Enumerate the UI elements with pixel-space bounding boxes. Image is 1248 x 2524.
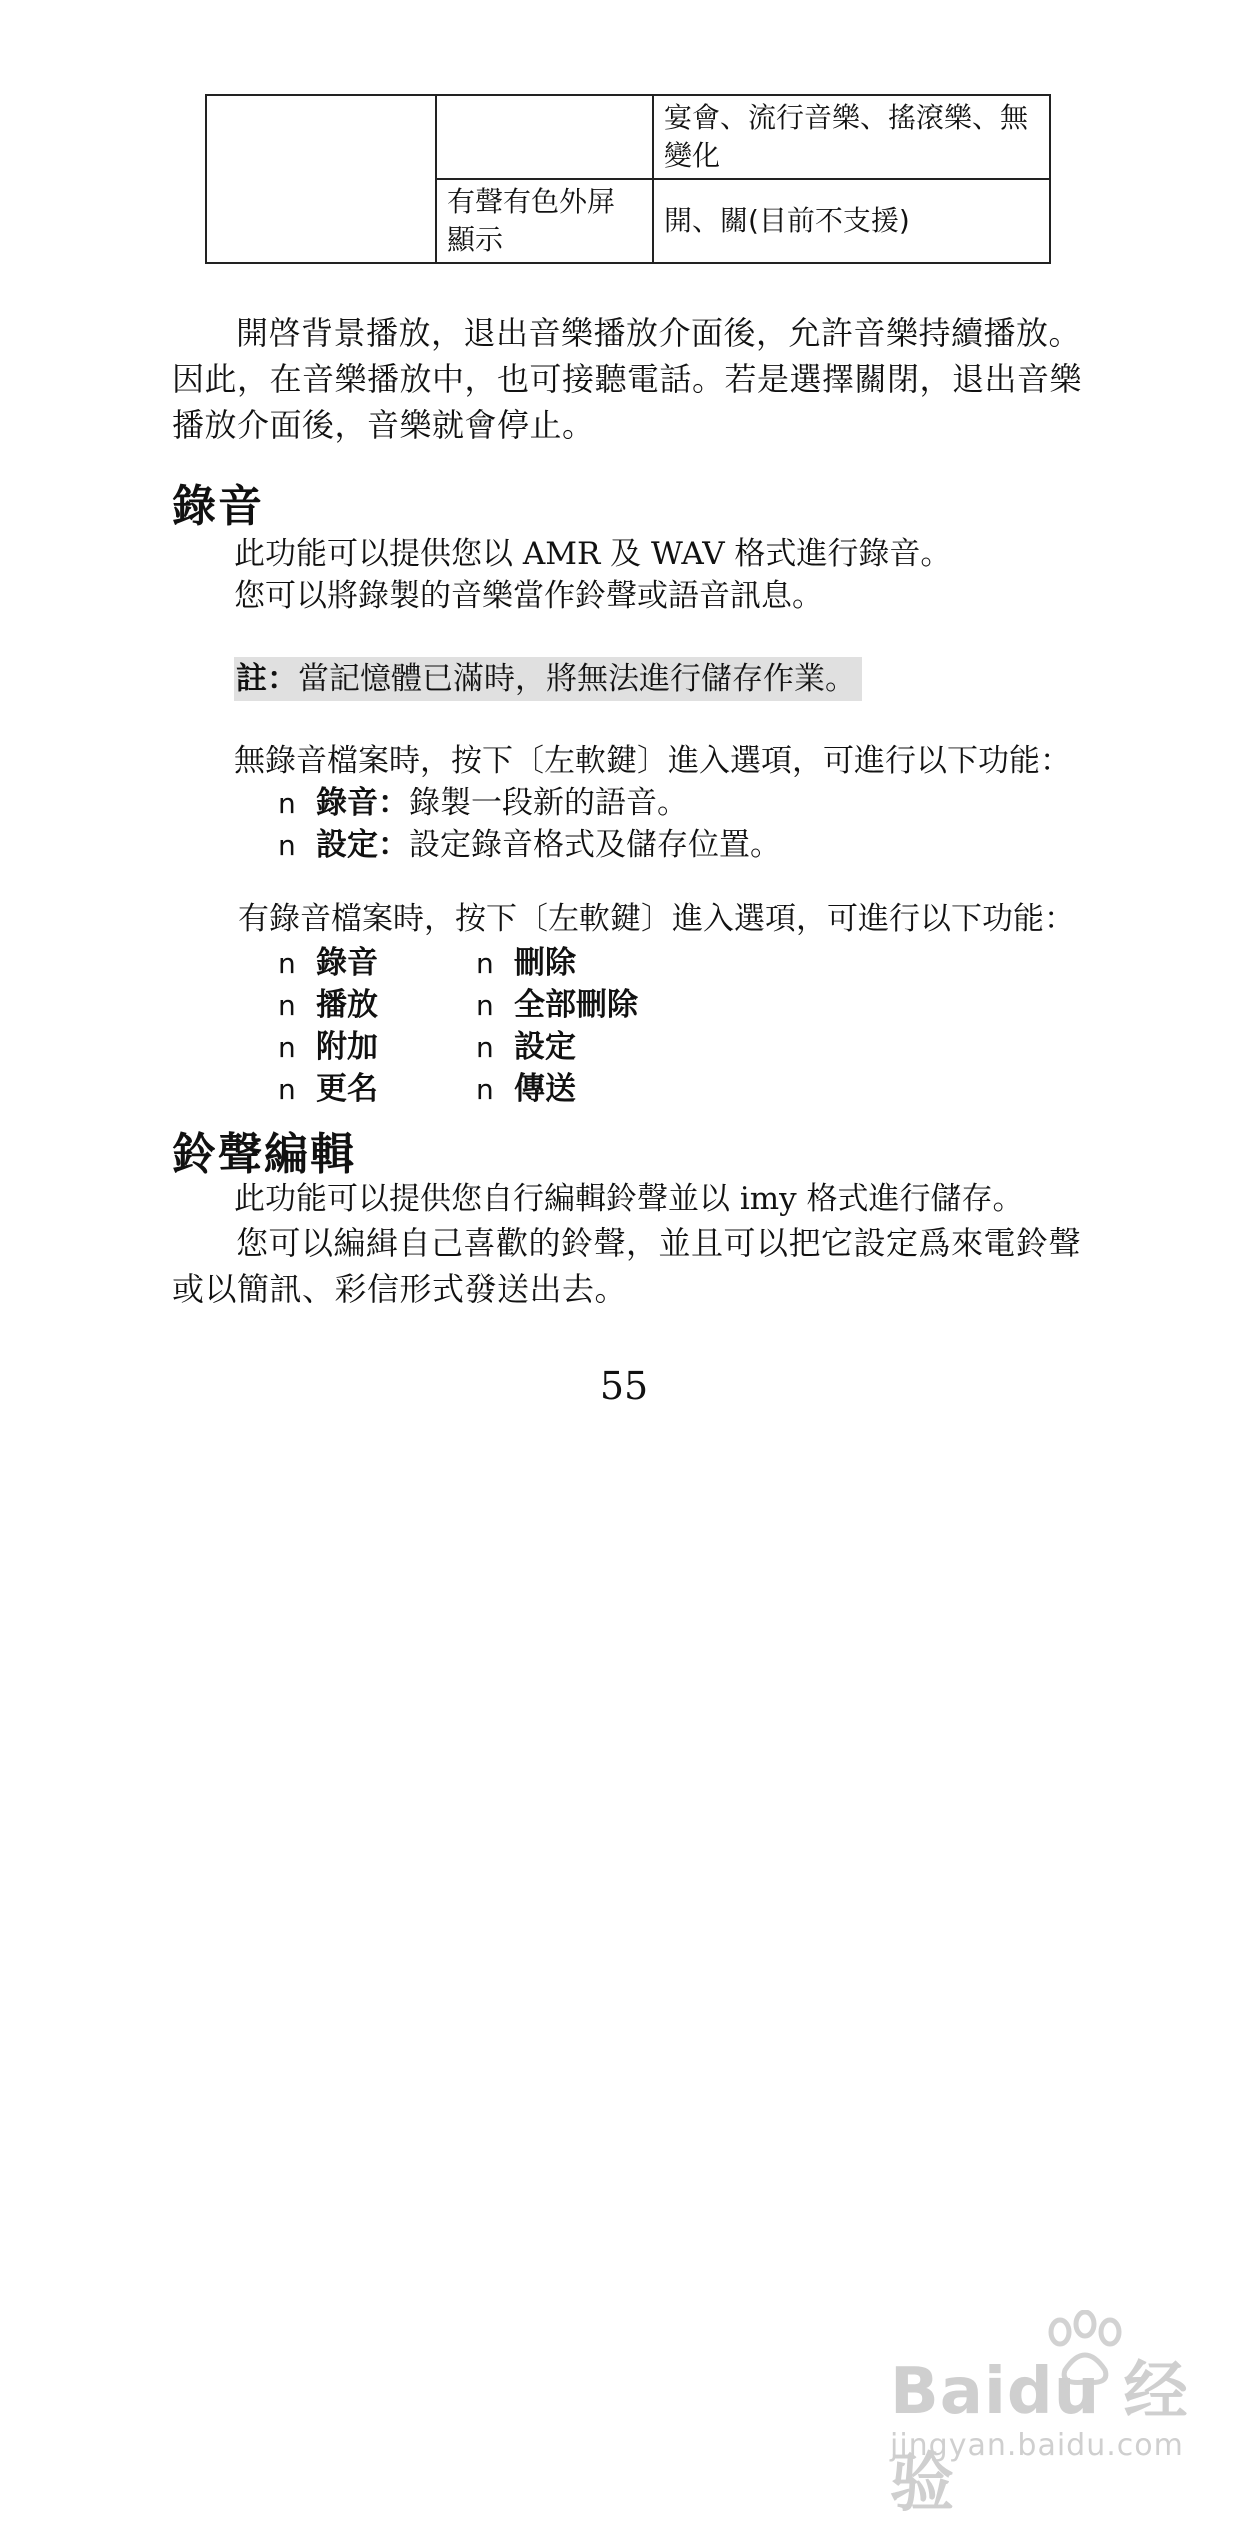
list-item [278, 824, 781, 867]
recording-heading: 錄音 [172, 481, 264, 532]
list-item [476, 942, 576, 985]
bullet-mark: n [476, 1031, 494, 1064]
item-desc: 設定錄音格式及儲存位置。 [409, 827, 781, 863]
item-label: 設定： [316, 827, 409, 863]
recording-line-2: 您可以將錄製的音樂當作鈴聲或語音訊息。 [234, 578, 823, 614]
has-file-intro: 有錄音檔案時，按下〔左軟鍵〕進入選項，可進行以下功能： [238, 901, 1075, 937]
list-item [476, 984, 638, 1027]
list-item [278, 942, 378, 985]
bullet-mark: n [278, 829, 296, 862]
recording-line-1: 此功能可以提供您以 AMR 及 WAV 格式進行錄音。 [234, 536, 952, 572]
note-label: 註： [236, 661, 298, 697]
table-row [206, 95, 1050, 179]
item-label: 設定 [514, 1029, 576, 1065]
table-cell: 有聲有色外屏顯示 [436, 179, 653, 263]
item-desc: 錄製一段新的語音。 [409, 785, 688, 821]
item-label: 全部刪除 [514, 987, 638, 1023]
table-cell [206, 95, 436, 263]
watermark-main: Baidu 经验 [890, 2355, 1189, 2521]
baidu-watermark [880, 2310, 1220, 2521]
bullet-mark: n [278, 787, 296, 820]
note-box [234, 657, 862, 701]
watermark-sub: jingyan.baidu.com [890, 2428, 1184, 2463]
bullet-mark: n [278, 947, 296, 980]
settings-table [205, 94, 1051, 264]
list-item [278, 1026, 378, 1069]
intro-paragraph: 開啓背景播放，退出音樂播放介面後，允許音樂持續播放。因此，在音樂播放中，也可接聽電話。若是選擇關閉，退出音樂播放介面後，音樂就會停止。 [172, 314, 1083, 444]
list-item [476, 1026, 576, 1069]
bullet-mark: n [278, 1031, 296, 1064]
list-item [278, 782, 688, 825]
page-number: 55 [599, 1364, 649, 1408]
item-label: 更名 [316, 1071, 378, 1107]
no-file-intro: 無錄音檔案時，按下〔左軟鍵〕進入選項，可進行以下功能： [234, 743, 1071, 779]
bullet-mark: n [278, 1073, 296, 1106]
table-cell: 宴會、流行音樂、搖滾樂、無變化 [653, 95, 1050, 179]
item-label: 傳送 [514, 1071, 576, 1107]
item-label: 錄音 [316, 945, 378, 981]
bullet-mark: n [476, 947, 494, 980]
bullet-mark: n [278, 989, 296, 1022]
bullet-mark: n [476, 1073, 494, 1106]
list-item [278, 1068, 378, 1111]
table-cell [436, 95, 653, 179]
ringtone-paragraph: 您可以編緝自己喜歡的鈴聲，並且可以把它設定爲來電鈴聲或以簡訊、彩信形式發送出去。 [172, 1224, 1082, 1308]
bullet-mark: n [476, 989, 494, 1022]
ringtone-heading: 鈴聲編輯 [172, 1129, 356, 1180]
note-text: 當記憶體已滿時，將無法進行儲存作業。 [298, 661, 856, 697]
list-item [278, 984, 378, 1027]
item-label: 錄音： [316, 785, 409, 821]
table-cell: 開、關(目前不支援) [653, 179, 1050, 263]
item-label: 刪除 [514, 945, 576, 981]
list-item [476, 1068, 576, 1111]
item-label: 播放 [316, 987, 378, 1023]
item-label: 附加 [316, 1029, 378, 1065]
ringtone-line-1: 此功能可以提供您自行編輯鈴聲並以 imy 格式進行儲存。 [234, 1181, 1024, 1217]
